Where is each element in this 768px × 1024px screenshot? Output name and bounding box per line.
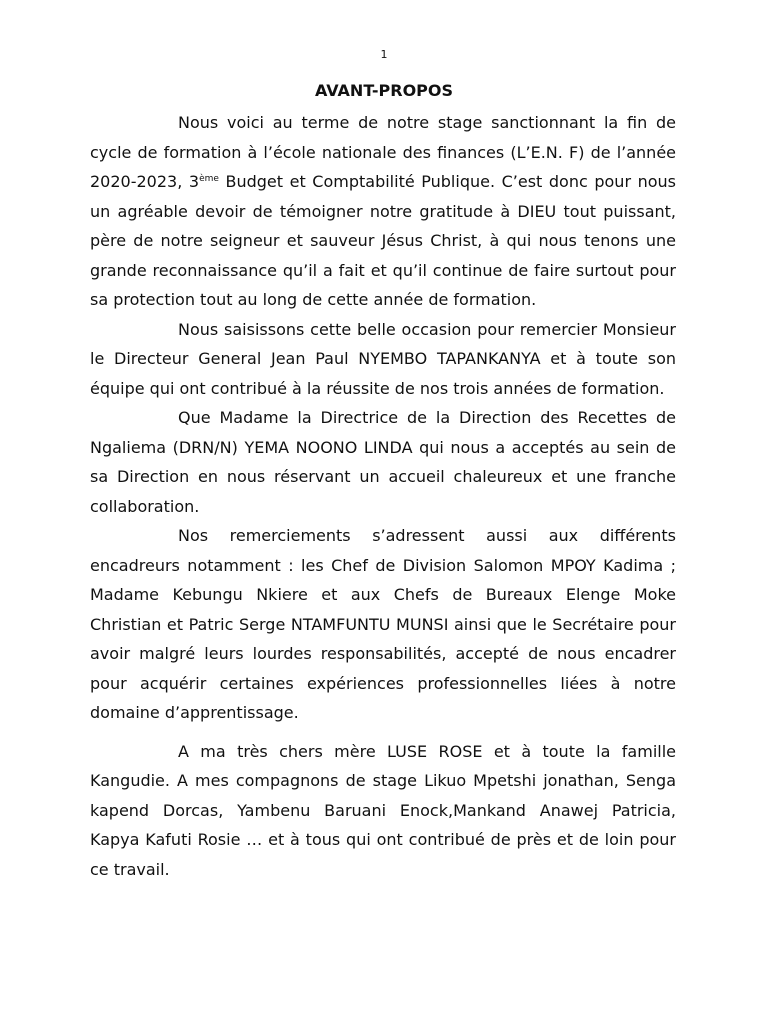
paragraph-intro-text-2: Budget et Comptabilité Publique. C’est donc pour nous un agréable devoir de témoigner notre gratitude à DIEU tout puissant, père de notre seigneur et sauveur Jésus Christ, à qui nous tenons une grande reconnaissance qu’il a fait et qu’il continue de faire surtout pour sa protection tout au long de cette année de formation.: [90, 172, 677, 309]
page-title: AVANT-PROPOS: [314, 81, 454, 100]
paragraph-supervisors-thanks: Nos remerciements s’adressent aussi aux différents encadreurs notamment : les Chef de Division Salomon MPOY Kadima ; Madame Kebungu Nkiere et aux Chefs de Bureaux Elenge Moke Christian et Patric Serge NTAMFUNTU MUNSI ainsi que le Secrétaire pour avoir malgré leurs lourdes responsabilités, accepté de nous encadrer pour acquérir certaines expériences professionnelles liées à notre domaine d’apprentissage.: [90, 526, 676, 722]
page-number: 1: [380, 48, 388, 61]
ordinal-superscript: ème: [199, 174, 219, 184]
paragraph-family-thanks: A ma très chers mère LUSE ROSE et à toute la famille Kangudie. A mes compagnons de stage Likuo Mpetshi jonathan, Senga kapend Dorcas, Yambenu Baruani Enock,Mankand Anawej Patricia, Kapya Kafuti Rosie … et à tous qui ont contribué de près et de loin pour ce travail.: [90, 741, 676, 879]
paragraph-directrice-thanks: Que Madame la Directrice de la Direction des Recettes de Ngaliema (DRN/N) YEMA NOONO LINDA qui nous a acceptés au sein de sa Direction en nous réservant un accueil chaleureux et une franche collaboration.: [90, 408, 676, 516]
paragraph-intro: [90, 108, 676, 315]
paragraph-director-thanks: Nous saisissons cette belle occasion pour remercier Monsieur le Directeur General Jean Paul NYEMBO TAPANKANYA et à toute son équipe qui ont contribué à la réussite de nos trois années de formation.: [90, 319, 676, 398]
document-body: [90, 108, 676, 884]
paragraph-intro-text-1: Nous voici au terme de notre stage sanctionnant la fin de cycle de formation à l’école nationale des finances (L’E.N. F) de l’année 2020-2023, 3: [90, 113, 676, 191]
